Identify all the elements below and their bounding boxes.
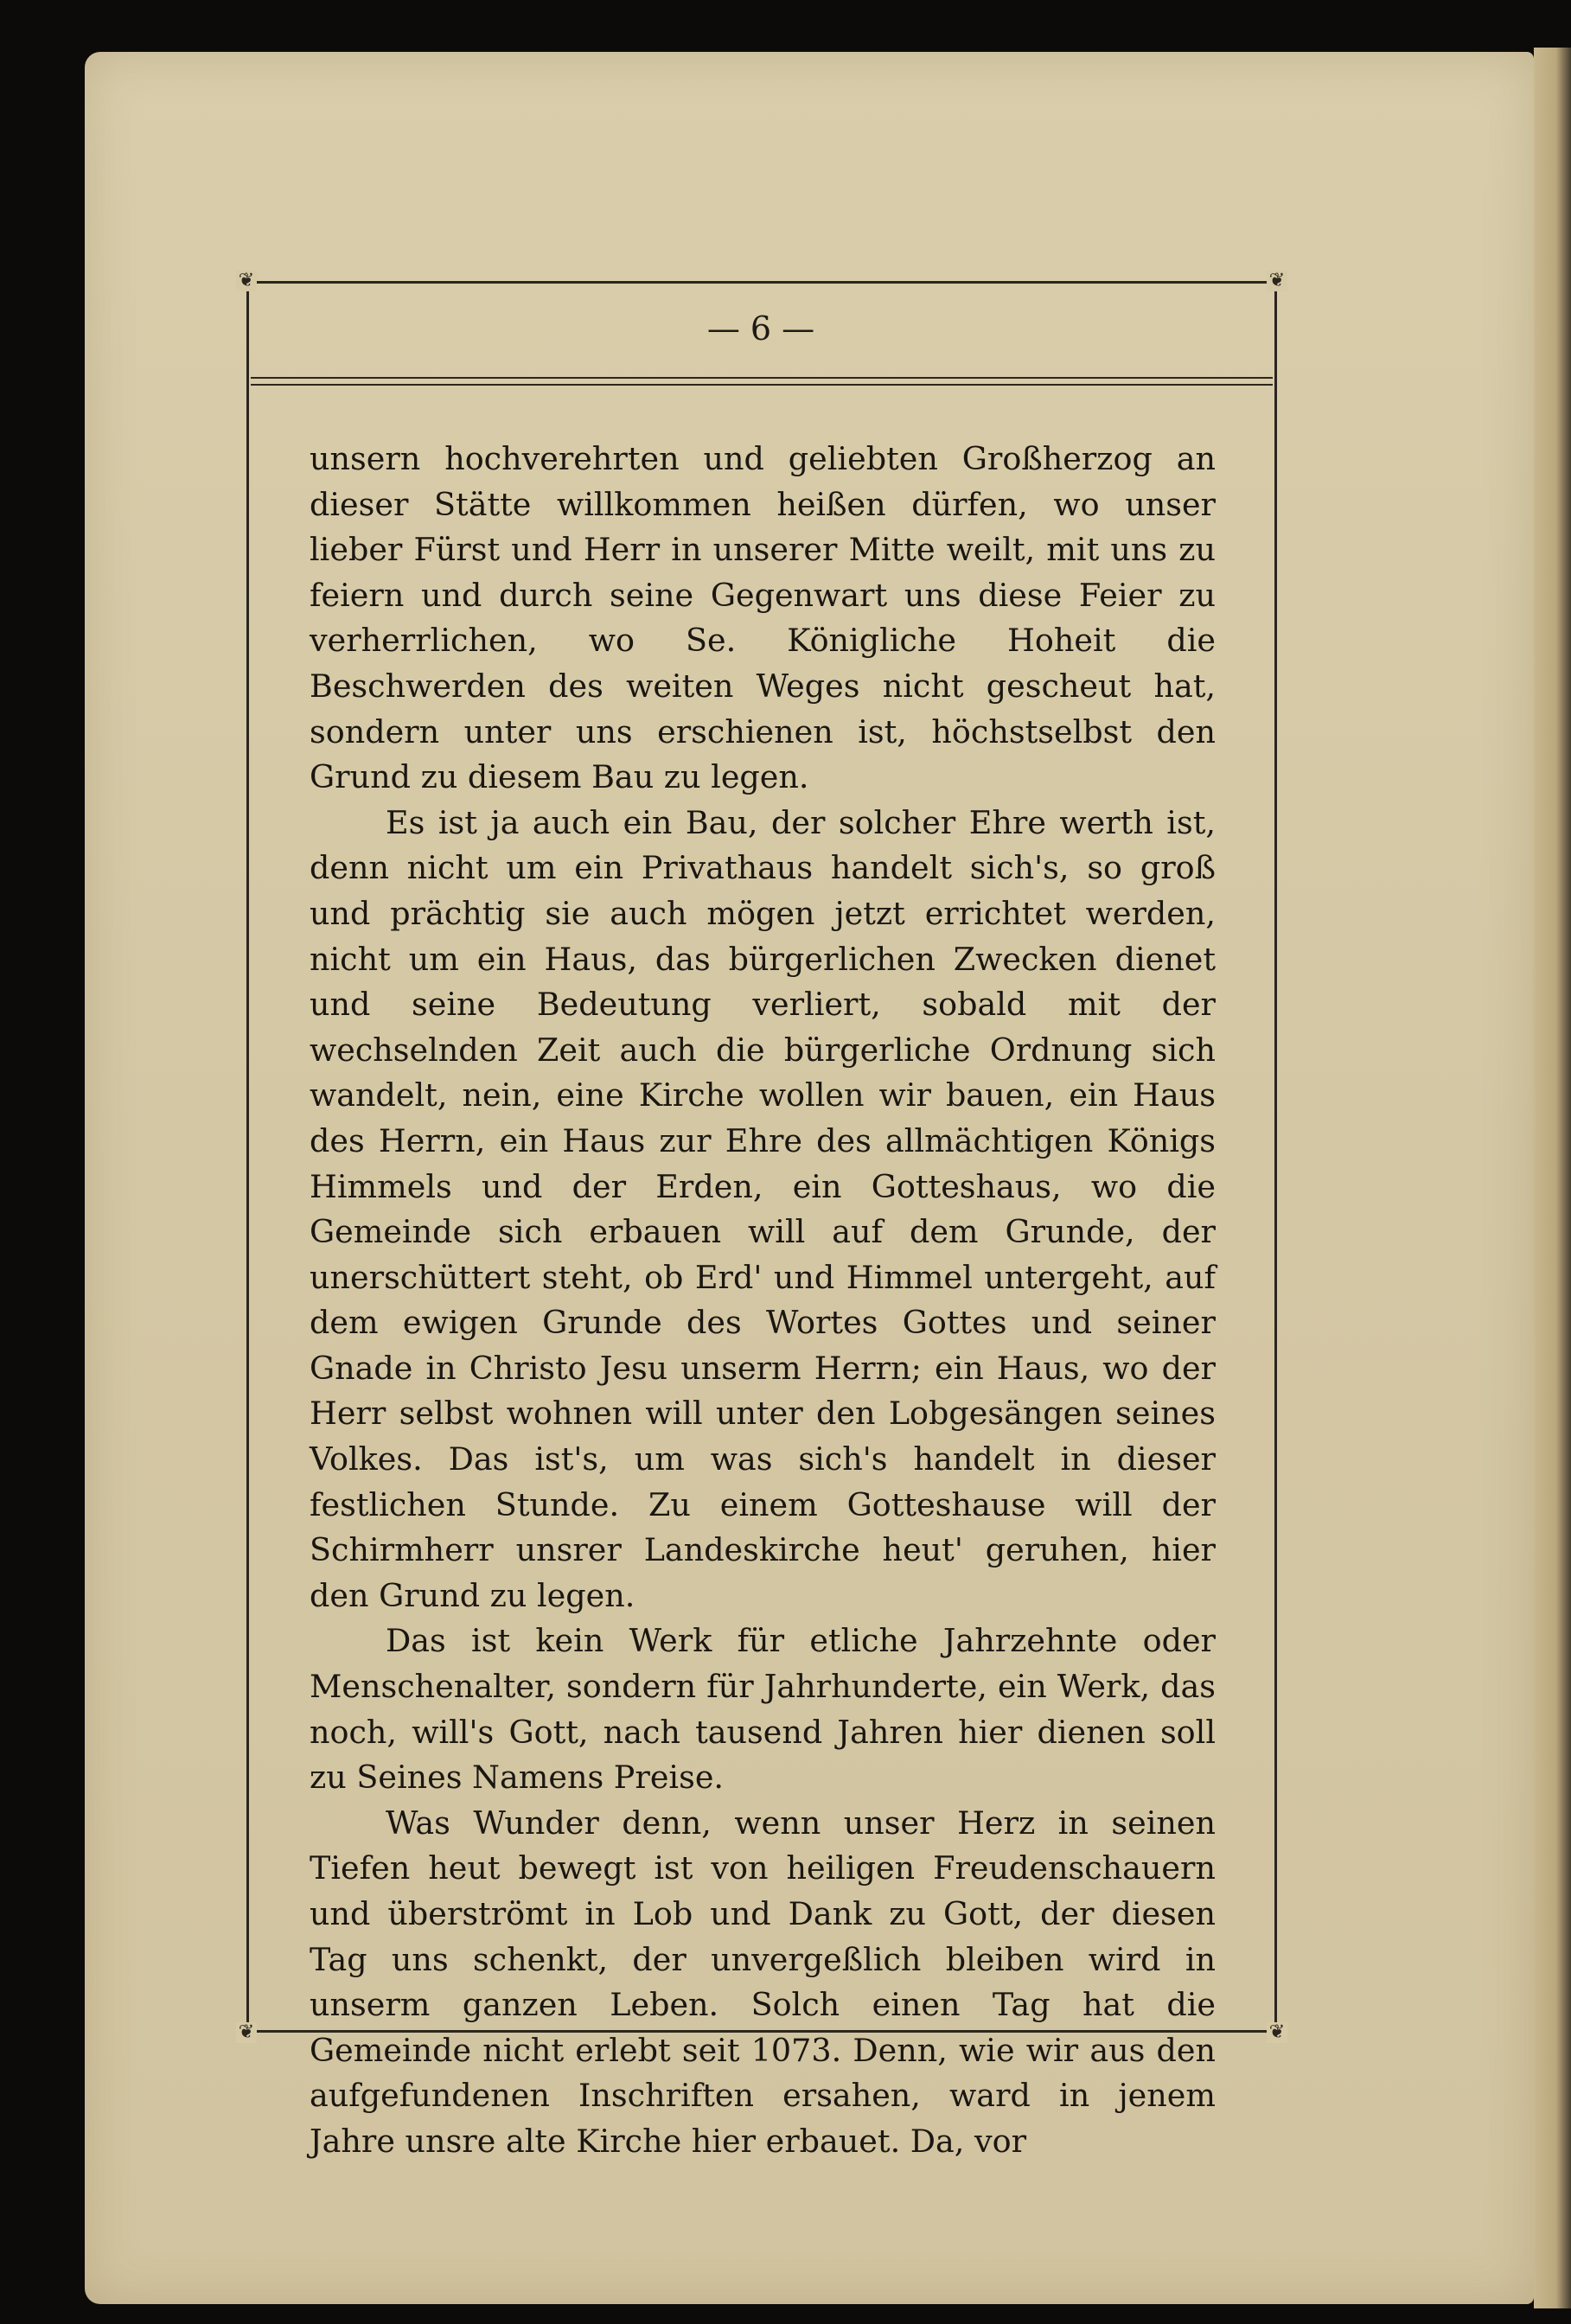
page-edge (1534, 48, 1571, 2308)
corner-ornament-icon: ❦ (236, 271, 257, 291)
paragraph: Es ist ja auch ein Bau, der solcher Ehre werth ist, denn nicht um ein Privathaus handelt sich's, so groß und prächtig sie auch mögen jetzt errichtet werden, nicht um ein Haus, das bürgerlichen Zwecken dienet und seine Bedeutung verliert, sobald mit der wechselnden Zeit auch die bürgerliche Ordnung sich wandelt, nein, eine Kirche wollen wir bauen, ein Haus des Herrn, ein Haus zur Ehre des allmächtigen Königs Himmels und der Erden, ein Gotteshaus, wo die Gemeinde sich erbauen will auf dem Grunde, der unerschüttert steht, ob Erd' und Himmel untergeht, auf dem ewigen Grunde des Wortes Gottes und seiner Gnade in Christo Jesu unserm Herrn; ein Haus, wo der Herr selbst wohnen will unter den Lobgesängen seines Volkes. Das ist's, um was sich's handelt in dieser festlichen Stunde. Zu einem Gotteshause will der Schirmherr unsrer Landeskirche heut' geruhen, hier den Grund zu legen. (310, 803, 1216, 1614)
corner-ornament-icon: ❦ (236, 2022, 257, 2043)
header-rule (251, 377, 1273, 379)
body-text (310, 437, 1216, 2160)
paragraph: unsern hochverehrten und geliebten Großherzog an dieser Stätte willkommen heißen dürfen, wo unser lieber Fürst und Herr in unserer Mitte weilt, mit uns zu feiern und durch seine Gegenwart uns diese Feier zu verherrlichen, wo Se. Königliche Hoheit die Beschwerden des weiten Weges nicht gescheut hat, sondern unter uns erschienen ist, höchstselbst den Grund zu diesem Bau zu legen. (310, 440, 1216, 796)
header-rule (251, 384, 1273, 386)
corner-ornament-icon: ❦ (1267, 2022, 1287, 2043)
page-number: — 6 — (706, 310, 815, 348)
paragraph: Was Wunder denn, wenn unser Herz in seinen Tiefen heut bewegt ist von heiligen Freudenschauern und überströmt in Lob und Dank zu Gott, der diesen Tag uns schenkt, der unvergeßlich bleiben wird in unserm ganzen Leben. Solch einen Tag hat die Gemeinde nicht erlebt seit 1073. Denn, wie wir aus den aufgefundenen Inschriften ersahen, ward in jenem Jahre unsre alte Kirche hier erbauet. Da, vor (310, 1804, 1216, 2160)
corner-ornament-icon: ❦ (1267, 271, 1287, 291)
paragraph: Das ist kein Werk für etliche Jahrzehnte oder Menschenalter, sondern für Jahrhunderte, ein Werk, das noch, will's Gott, nach tausend Jahren hier dienen soll zu Seines Namens Preise. (310, 1622, 1216, 1797)
